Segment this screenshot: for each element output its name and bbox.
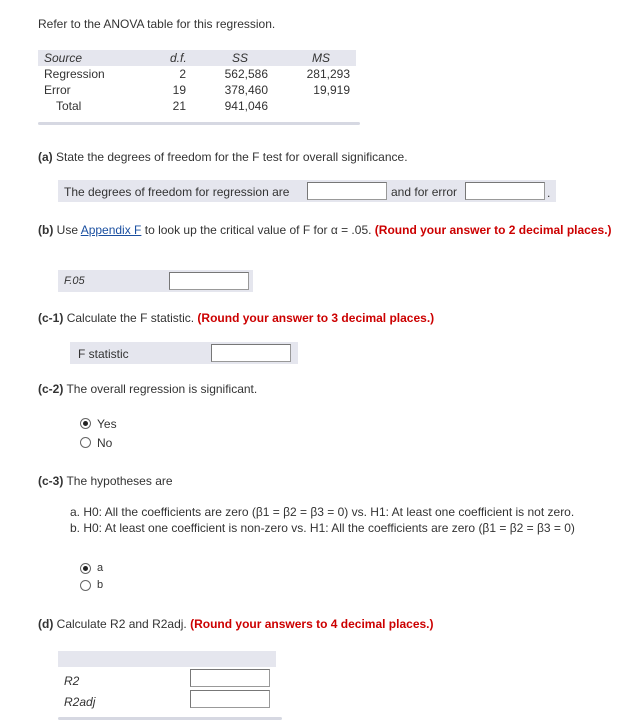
part-d-divider [58,717,282,720]
anova-row-df: 21 [172,99,186,113]
part-a-label: (a) [38,150,53,164]
part-d-text: Calculate R2 and R2adj. [56,617,187,631]
r2adj-label: R2adj [64,695,96,709]
part-a-question [38,150,408,164]
radio-b[interactable] [80,580,91,591]
radio-yes[interactable] [80,418,91,429]
radio-a[interactable] [80,563,91,574]
f-critical-input[interactable] [169,272,249,290]
part-c1-question [38,311,434,325]
r2adj-input[interactable] [190,690,270,708]
anova-row-source: Error [44,83,71,97]
df-error-input[interactable] [465,182,545,200]
f05-label: F.05 [64,275,85,287]
part-b-round-note: (Round your answer to 2 decimal places.) [374,223,612,237]
part-d-question [38,617,434,631]
part-b-question [38,222,626,238]
part-c2-question [38,382,257,396]
anova-row-df: 19 [172,83,186,97]
option-b-label: b [97,579,104,591]
anova-header-bg [38,50,356,66]
option-no-label: No [97,436,113,450]
part-c3-question [38,474,173,488]
part-a-suffix: . [547,186,551,200]
intro-text: Refer to the ANOVA table for this regression. [38,17,276,31]
f-statistic-input[interactable] [211,344,291,362]
part-c3-text: The hypotheses are [66,474,173,488]
part-d-round-note: (Round your answers to 4 decimal places.) [190,617,434,631]
hypothesis-a [70,505,574,519]
anova-header-ss: SS [232,51,249,65]
hypothesis-b-text: b. H0: At least one coefficient is non-zero vs. H1: All the coefficients are zero (β1 = β2 = β3 = 0) [70,521,575,535]
anova-row-source: Total [56,99,82,113]
part-c1-round-note: (Round your answer to 3 decimal places.) [197,311,435,325]
part-a-text: State the degrees of freedom for the F test for overall significance. [56,150,408,164]
r2-label: R2 [64,674,80,688]
appendix-f-link[interactable]: Appendix F [80,223,142,237]
anova-row-ms: 281,293 [306,67,350,81]
anova-row-ss: 562,586 [224,67,268,81]
anova-row-source: Regression [44,67,105,81]
part-c1-text: Calculate the F statistic. [66,311,195,325]
f-statistic-label: F statistic [78,347,129,361]
part-b-text-after: to look up the critical value of F for α = .05. [144,223,372,237]
part-b-text-before: Use [56,223,79,237]
part-c2-label: (c-2) [38,382,64,396]
anova-header-source: Source [44,51,83,65]
option-a-label: a [97,562,104,574]
radio-no[interactable] [80,437,91,448]
part-c1-label: (c-1) [38,311,64,325]
part-c3-label: (c-3) [38,474,64,488]
anova-row-ss: 378,460 [224,83,268,97]
anova-header-df: d.f. [170,51,187,65]
option-yes-label: Yes [97,417,117,431]
anova-row-df: 2 [179,67,186,81]
part-c2-text: The overall regression is significant. [66,382,258,396]
anova-row-ms: 19,919 [313,83,350,97]
part-d-header-bg [58,651,276,667]
part-d-label: (d) [38,617,54,631]
df-regression-input[interactable] [307,182,387,200]
part-a-middle: and for error [391,185,458,199]
part-b-label: (b) [38,223,54,237]
part-a-prefix: The degrees of freedom for regression are [64,185,290,199]
anova-header-ms: MS [312,51,330,65]
hypothesis-b [70,521,575,535]
anova-row-ss: 941,046 [224,99,268,113]
r2-input[interactable] [190,669,270,687]
table-divider [38,122,360,125]
hypothesis-a-text: a. H0: All the coefficients are zero (β1 = β2 = β3 = 0) vs. H1: At least one coefficient is not zero. [70,505,575,519]
